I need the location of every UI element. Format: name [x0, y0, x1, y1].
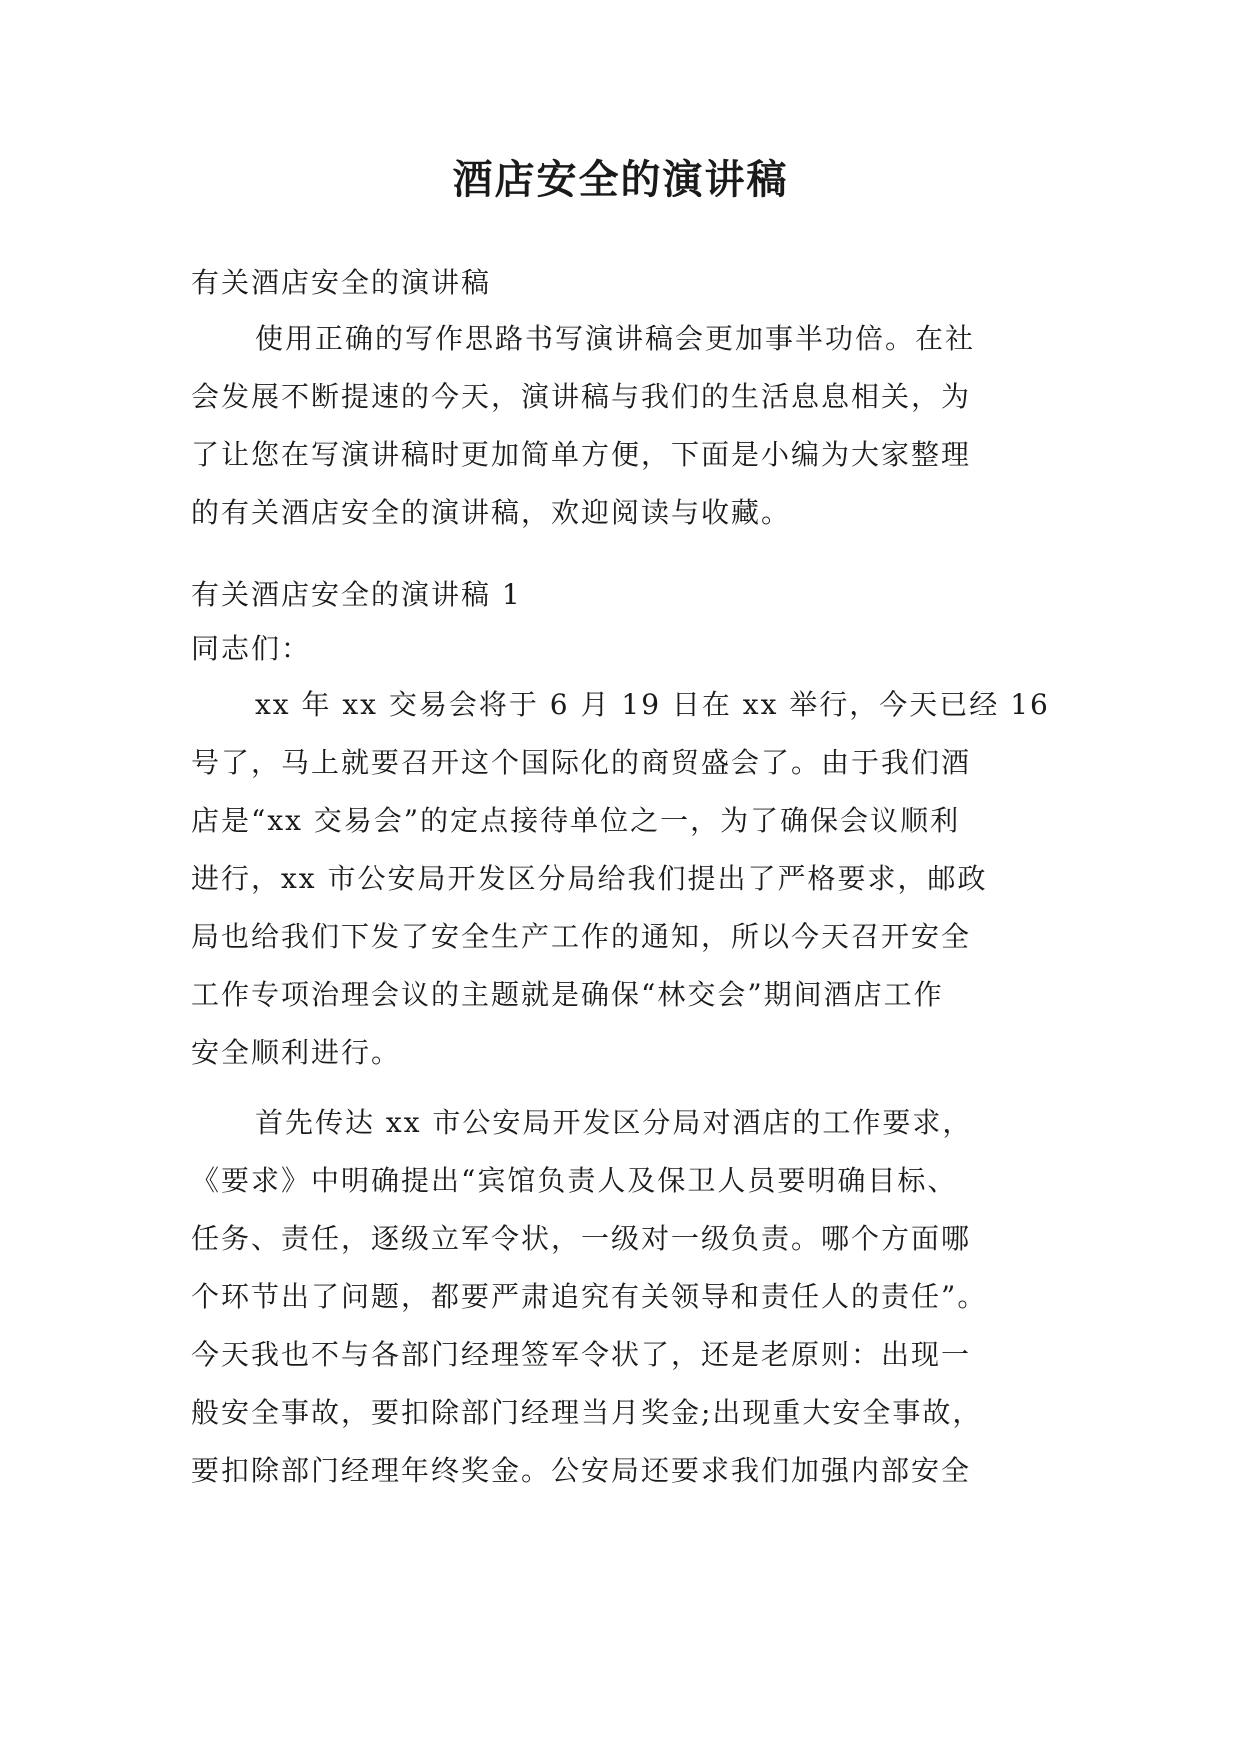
paragraph-line: 要扣除部门经理年终奖金。公安局还要求我们加强内部安全 — [191, 1454, 972, 1487]
paragraph-line: xx 年 xx 交易会将于 6 月 19 日在 xx 举行，今天已经 16 — [255, 688, 1050, 721]
body-paragraph-1 — [191, 676, 1058, 1082]
paragraph-line: 任务、责任，逐级立军令状，一级对一级负责。哪个方面哪 — [191, 1222, 972, 1255]
paragraph-line: 店是“xx 交易会”的定点接待单位之一，为了确保会议顺利 — [191, 804, 961, 837]
paragraph-line: 会发展不断提速的今天，演讲稿与我们的生活息息相关，为 — [191, 380, 972, 413]
document-subtitle — [191, 254, 1058, 312]
salutation — [191, 620, 1058, 678]
paragraph-line: 局也给我们下发了安全生产工作的通知，所以今天召开安全 — [191, 920, 972, 953]
paragraph-line: 今天我也不与各部门经理签军令状了，还是老原则：出现一 — [191, 1338, 972, 1371]
paragraph-line: 的有关酒店安全的演讲稿，欢迎阅读与收藏。 — [191, 496, 792, 529]
body-paragraph-2 — [191, 1094, 1058, 1500]
paragraph-line: 进行，xx 市公安局开发区分局给我们提出了严格要求，邮政 — [191, 862, 988, 895]
paragraph-line: 首先传达 xx 市公安局开发区分局对酒店的工作要求， — [255, 1106, 973, 1139]
salutation-line: 同志们： — [191, 632, 312, 665]
paragraph-line: 个环节出了问题，都要严肃追究有关领导和责任人的责任”。 — [191, 1280, 988, 1313]
section-heading-line: 有关酒店安全的演讲稿 1 — [191, 578, 522, 611]
paragraph-line: 般安全事故，要扣除部门经理当月奖金;出现重大安全事故， — [191, 1396, 983, 1429]
paragraph-line: 号了，马上就要召开这个国际化的商贸盛会了。由于我们酒 — [191, 746, 972, 779]
section-heading — [191, 566, 1058, 624]
intro-paragraph — [191, 310, 1058, 542]
paragraph-line: 安全顺利进行。 — [191, 1036, 402, 1069]
document-title: 酒店安全的演讲稿 — [452, 156, 789, 203]
paragraph-line: 使用正确的写作思路书写演讲稿会更加事半功倍。在社 — [255, 322, 976, 355]
subtitle-line: 有关酒店安全的演讲稿 — [191, 266, 492, 299]
paragraph-line: 《要求》中明确提出“宾馆负责人及保卫人员要明确目标、 — [191, 1164, 958, 1197]
paragraph-line: 了让您在写演讲稿时更加简单方便，下面是小编为大家整理 — [191, 438, 972, 471]
paragraph-line: 工作专项治理会议的主题就是确保“林交会”期间酒店工作 — [191, 978, 944, 1011]
